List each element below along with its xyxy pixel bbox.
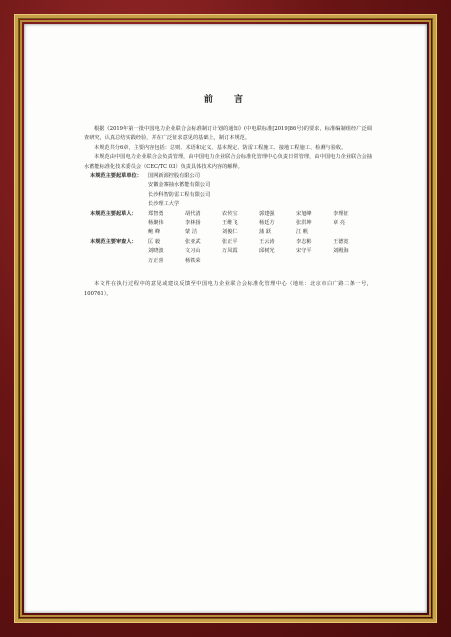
chief-units-list [148, 172, 210, 210]
name-item: 匡 毅 [148, 238, 161, 245]
name-item: 刘殿海 [333, 248, 349, 255]
name-item: 李理征 [333, 210, 349, 217]
name-item: 张正平 [222, 238, 238, 245]
name-item: 王德宽 [333, 238, 349, 245]
name-item: 文习山 [185, 248, 201, 255]
name-item: 李林扬 [185, 220, 201, 227]
unit-item: 长沙理工大学 [148, 201, 180, 208]
name-item: 章 亮 [333, 220, 346, 227]
page-title: 前 言 [203, 95, 253, 105]
name-item: 邱树光 [259, 248, 275, 255]
paragraph-3: 本规范由中国电力企业联合会负责管理，由中国电力企业联合会标准化管理中心负责日常管理，由中国电力企业联合会抽水蓄能标准化技术委员会（CEC/TC 03）负责具体技术内容的解释。 [84, 154, 372, 170]
unit-item: 长沙科智防雷工程有限公司 [148, 191, 211, 198]
paragraph-2: 本规范共分6章，主要内容包括：总则、术语和定义、基本规定、防雷工程施工、接地工程施工、检测与验收。 [94, 144, 347, 151]
name-item: 张亚武 [185, 238, 201, 245]
name-item: 江 帆 [296, 229, 309, 236]
paragraph-1: 根据《2019年第一批中国电力企业联合会标准制订计划的通知》(中电联标准[2019]86号)的要求，标准编制组经广泛调查研究，认真总结实践经验，并在广泛征求意见的基础上，制订本规范。 [84, 126, 372, 142]
name-item: 王维飞 [222, 220, 238, 227]
name-item: 鲍 峰 [148, 229, 161, 236]
chief-units-row [84, 172, 372, 210]
drafters-row [84, 210, 372, 238]
name-item: 胡代清 [185, 210, 201, 217]
chief-units-label: 本规范主要起草单位： [90, 173, 142, 180]
unit-item: 国网新源控股有限公司 [148, 173, 200, 180]
reviewers-list [148, 238, 359, 266]
drafters-list [148, 210, 359, 238]
name-item: 蒙 洁 [185, 229, 198, 236]
name-item: 杨聚伟 [148, 220, 164, 227]
name-item: 农传宝 [222, 210, 238, 217]
name-item: 张洪坤 [296, 220, 312, 227]
name-item: 郭建强 [259, 210, 275, 217]
preface-content [84, 92, 372, 299]
name-item: 李志彬 [296, 238, 312, 245]
name-item: 杨铁荣 [185, 257, 201, 264]
name-item: 蒲 跃 [259, 229, 272, 236]
name-item: 刘俊仁 [222, 229, 238, 236]
drafters-label: 本规范主要起草人： [90, 210, 137, 217]
footer-note: 本文件在执行过程中的意见或建议反馈至中国电力企业联合会标准化管理中心（地址：北京市白广路二条一号，100761）。 [84, 281, 372, 297]
name-item: 万凤霞 [222, 248, 238, 255]
name-item: 王云涛 [259, 238, 275, 245]
name-item: 万正喜 [148, 257, 164, 264]
name-item: 宋旭峰 [296, 210, 312, 217]
name-item: 郑智勇 [148, 210, 164, 217]
name-item: 宋守平 [296, 248, 312, 255]
name-item: 刘晓波 [148, 248, 164, 255]
reviewers-row [84, 238, 372, 266]
name-item: 杨廷方 [259, 220, 275, 227]
unit-item: 安徽金寨抽水蓄能有限公司 [148, 182, 211, 189]
reviewers-label: 本规范主要审查人： [90, 238, 137, 245]
